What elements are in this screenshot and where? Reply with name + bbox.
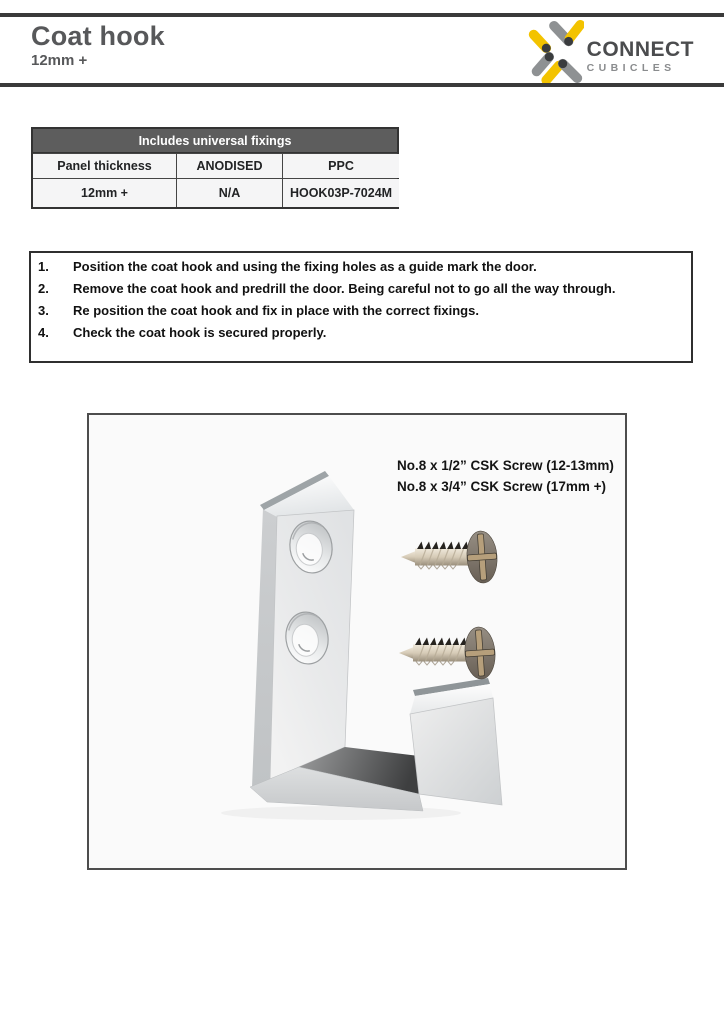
brand-x-icon xyxy=(526,20,584,86)
instruction-step-2 xyxy=(38,282,683,296)
brand-wordmark xyxy=(586,38,694,74)
step-number: 1. xyxy=(38,259,49,274)
instruction-step-1 xyxy=(38,260,683,274)
step-text: Re position the coat hook and fix in place with the correct fixings. xyxy=(73,303,479,318)
fixings-table-header-row xyxy=(33,154,397,178)
hook-shadow xyxy=(221,806,461,820)
fixings-table-title: Includes universal fixings xyxy=(33,129,397,153)
step-number: 2. xyxy=(38,281,49,296)
screw-short xyxy=(401,530,499,584)
step-number: 3. xyxy=(38,303,49,318)
step-text: Remove the coat hook and predrill the door. Being careful not to go all the way through. xyxy=(73,281,616,296)
product-figure xyxy=(87,413,627,870)
screw-label-long: No.8 x 3/4” CSK Screw (17mm +) xyxy=(397,479,606,494)
header-top-rule xyxy=(0,13,724,17)
step-text: Check the coat hook is secured properly. xyxy=(73,325,327,340)
step-number: 4. xyxy=(38,325,49,340)
hook-tip-front-face xyxy=(410,698,502,805)
instruction-step-4 xyxy=(38,326,683,340)
fixings-table xyxy=(31,127,399,209)
screw-label-short: No.8 x 1/2” CSK Screw (12-13mm) xyxy=(397,458,614,473)
screw-long xyxy=(399,626,497,680)
header-bottom-rule xyxy=(0,83,724,87)
cell-panel-thickness: 12mm + xyxy=(33,179,176,207)
step-text: Position the coat hook and using the fixing holes as a guide mark the door. xyxy=(73,259,537,274)
page-title: Coat hook xyxy=(31,21,165,51)
instruction-step-3 xyxy=(38,304,683,318)
brand-subname: CUBICLES xyxy=(586,62,676,74)
cell-ppc-code: HOOK03P-7024M xyxy=(283,179,399,207)
column-header-anodised: ANODISED xyxy=(177,154,282,178)
cell-anodised: N/A xyxy=(177,179,282,207)
fitting-instructions-box xyxy=(29,251,693,363)
column-header-ppc: PPC xyxy=(283,154,399,178)
brand-name: CONNECT xyxy=(586,38,694,61)
brand-logo xyxy=(526,20,694,86)
page-subtitle: 12mm + xyxy=(31,52,88,69)
fixings-table-value-row xyxy=(33,179,397,207)
column-header-panel-thickness: Panel thickness xyxy=(33,154,176,178)
